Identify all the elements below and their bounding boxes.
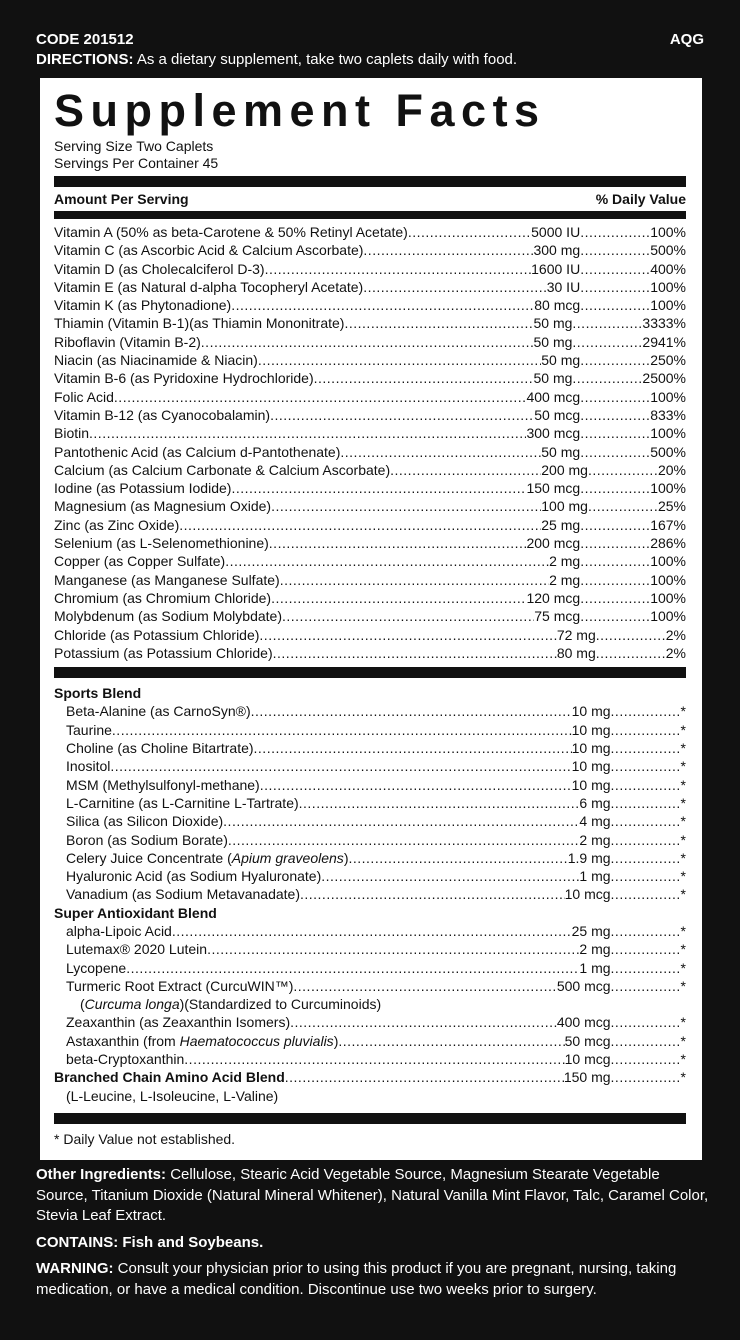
- divider-thick: [54, 667, 686, 678]
- sports-blend-list: [54, 702, 686, 903]
- warning-statement: WARNING: Consult your physician prior to using this product if you are pregnant, nursing, taking medication, or have a medical condition. Discontinue use two weeks prior to surgery.: [36, 1260, 677, 1298]
- nutrient-list: [54, 219, 686, 662]
- item-daily-value: 500%: [650, 242, 686, 259]
- contains-statement: CONTAINS: Fish and Soybeans.: [36, 1233, 264, 1251]
- item-name: Taurine: [66, 721, 112, 738]
- item-daily-value: *: [680, 849, 686, 866]
- item-name: Silica (as Silicon Dioxide): [66, 813, 224, 830]
- item-name: Beta-Alanine (as CarnoSyn®): [66, 703, 251, 720]
- item-daily-value: 100%: [650, 297, 686, 314]
- list-item: [54, 644, 686, 662]
- item-daily-value: 100%: [650, 480, 686, 497]
- divider-thick: [54, 1113, 686, 1124]
- item-daily-value: 100%: [650, 224, 686, 240]
- item-daily-value: 100%: [650, 571, 686, 588]
- list-item: [54, 849, 686, 867]
- item-amount: 300 mg: [533, 242, 581, 259]
- serving-size: Serving Size Two Caplets: [54, 138, 214, 154]
- item-amount: 10 mg: [571, 776, 611, 793]
- item-daily-value: *: [680, 868, 686, 885]
- item-daily-value: *: [680, 740, 686, 757]
- item-amount: 2 mg: [579, 831, 611, 848]
- item-amount: 1 mg: [579, 868, 611, 885]
- list-item: [54, 260, 686, 278]
- item-daily-value: 100%: [650, 425, 686, 442]
- list-item: [54, 571, 686, 589]
- item-daily-value: 25%: [657, 498, 686, 515]
- list-item: [54, 223, 686, 241]
- product-tag: AQG: [669, 31, 704, 48]
- sports-blend-title: Sports Blend: [54, 685, 142, 702]
- top-header: [36, 30, 704, 70]
- list-item: [54, 443, 686, 461]
- item-name: Iodine (as Potassium Iodide): [54, 480, 232, 497]
- item-name: Choline (as Choline Bitartrate): [66, 740, 254, 757]
- directions-text: As a dietary supplement, take two caplets daily with food.: [136, 51, 518, 68]
- item-amount: 80 mcg: [534, 297, 581, 314]
- item-amount: 50 mg: [533, 370, 573, 387]
- bcaa-subtext: (L-Leucine, L-Isoleucine, L-Valine): [66, 1087, 279, 1104]
- list-item: [54, 721, 686, 739]
- list-item: Turmeric Root Extract (CurcuWIN™) ..... 500 mcg ..... *: [54, 977, 686, 995]
- item-name: Potassium (as Potassium Chloride): [54, 644, 273, 661]
- item-daily-value: *: [680, 703, 686, 720]
- list-item: Lycopene ..... 1 mg ..... *: [54, 959, 686, 977]
- item-amount: 120 mcg: [526, 589, 581, 606]
- item-amount: 50 mcg: [534, 406, 581, 423]
- list-item: [54, 794, 686, 812]
- item-amount: 50 mg: [541, 352, 581, 369]
- item-name: Chromium (as Chromium Chloride): [54, 589, 272, 606]
- list-item: [54, 831, 686, 849]
- item-amount: 30 IU: [546, 278, 581, 295]
- list-item: [54, 479, 686, 497]
- item-name: Vitamin B-6 (as Pyridoxine Hydrochloride): [54, 370, 314, 387]
- item-daily-value: *: [680, 886, 686, 903]
- item-daily-value: *: [680, 758, 686, 775]
- list-item: [54, 607, 686, 625]
- servings-per-container: Servings Per Container 45: [54, 155, 219, 171]
- item-amount: 400 mcg: [526, 388, 581, 405]
- list-item: [54, 497, 686, 515]
- item-amount: 10 mg: [571, 721, 611, 738]
- list-item: [54, 626, 686, 644]
- item-name: Niacin (as Niacinamide & Niacin): [54, 352, 258, 369]
- item-amount: 2 mg: [549, 553, 581, 570]
- item-name: Thiamin (Vitamin B-1)(as Thiamin Mononitrate): [54, 315, 345, 332]
- item-name: Hyaluronic Acid (as Sodium Hyaluronate): [66, 868, 322, 885]
- item-name: Chloride (as Potassium Chloride): [54, 626, 260, 643]
- item-amount: 75 mcg: [534, 608, 581, 625]
- item-daily-value: 100%: [650, 608, 686, 625]
- item-daily-value: *: [680, 813, 686, 830]
- item-amount: 6 mg: [579, 794, 611, 811]
- item-daily-value: 2%: [665, 644, 686, 661]
- list-item: [54, 757, 686, 775]
- list-item: [54, 702, 686, 720]
- item-name: MSM (Methylsulfonyl-methane): [66, 776, 260, 793]
- item-name: Pantothenic Acid (as Calcium d-Pantothenate): [54, 443, 341, 460]
- item-amount: 10 mg: [571, 703, 611, 720]
- list-item: [54, 388, 686, 406]
- turmeric-subtext: (Curcuma longa)(Standardized to Curcuminoids): [80, 996, 382, 1013]
- list-item: [54, 776, 686, 794]
- item-amount: 1600 IU: [531, 260, 581, 277]
- item-name: Biotin: [54, 425, 90, 442]
- divider-thick: [54, 176, 686, 187]
- item-daily-value: 100%: [650, 589, 686, 606]
- item-name: Vanadium (as Sodium Metavanadate): [66, 886, 300, 903]
- item-amount: 200 mcg: [526, 535, 581, 552]
- item-name: Celery Juice Concentrate (Apium graveolens): [66, 849, 349, 866]
- item-daily-value: 100%: [650, 388, 686, 405]
- item-amount: 80 mg: [556, 644, 596, 661]
- antioxidant-blend-title: Super Antioxidant Blend: [54, 904, 217, 921]
- item-amount: 100 mg: [541, 498, 588, 515]
- item-amount: 200 mg: [541, 461, 588, 478]
- item-amount: 50 mg: [533, 333, 573, 350]
- divider-medium: [54, 211, 686, 219]
- item-daily-value: 2%: [665, 626, 686, 643]
- list-item: [54, 739, 686, 757]
- list-item: [54, 461, 686, 479]
- amount-header: Amount Per Serving: [54, 191, 189, 207]
- label-footer: [36, 1165, 710, 1306]
- item-daily-value: 2500%: [642, 370, 686, 387]
- list-item: Astaxanthin (from Haematococcus pluvialis) ..... 50 mcg ..... *: [54, 1032, 686, 1050]
- list-item: Lutemax® 2020 Lutein ..... 2 mg ..... *: [54, 940, 686, 958]
- item-amount: 10 mg: [571, 740, 611, 757]
- item-name: Vitamin B-12 (as Cyanocobalamin): [54, 406, 271, 423]
- code-row: [36, 30, 704, 50]
- item-name: Riboflavin (Vitamin B-2): [54, 333, 201, 350]
- item-daily-value: 3333%: [642, 315, 686, 332]
- item-name: L-Carnitine (as L-Carnitine L-Tartrate): [66, 794, 299, 811]
- product-code: CODE 201512: [36, 31, 134, 48]
- item-name: Calcium (as Calcium Carbonate & Calcium Ascorbate): [54, 461, 391, 478]
- item-name: Vitamin C (as Ascorbic Acid & Calcium Ascorbate): [54, 242, 364, 259]
- item-daily-value: 2941%: [642, 333, 686, 350]
- directions: [36, 50, 704, 70]
- list-item: beta-Cryptoxanthin ..... 10 mcg ..... *: [54, 1050, 686, 1068]
- item-daily-value: 833%: [650, 406, 686, 423]
- item-amount: 50 mg: [541, 443, 581, 460]
- list-item: [54, 867, 686, 885]
- item-amount: 10 mcg: [564, 886, 611, 903]
- item-amount: 2 mg: [549, 571, 581, 588]
- item-name: Zinc (as Zinc Oxide): [54, 516, 180, 533]
- bcaa-blend-row: Branched Chain Amino Acid Blend ..... 150 mg ..... *: [54, 1068, 686, 1086]
- item-name: Molybdenum (as Sodium Molybdate): [54, 608, 282, 625]
- list-item: [54, 424, 686, 442]
- list-item: [54, 278, 686, 296]
- list-item: [54, 333, 686, 351]
- item-amount: 1.9 mg: [567, 849, 611, 866]
- antioxidant-blend-list: [54, 922, 686, 1068]
- list-item: [54, 552, 686, 570]
- item-amount: 300 mcg: [526, 425, 581, 442]
- item-name: Vitamin A (50% as beta-Carotene & 50% Retinyl Acetate): [54, 224, 408, 240]
- list-item: [54, 534, 686, 552]
- item-amount: 4 mg: [579, 813, 611, 830]
- list-item: alpha-Lipoic Acid ..... 25 mg ..... *: [54, 922, 686, 940]
- dv-header: % Daily Value: [595, 191, 686, 207]
- list-item: Zeaxanthin (as Zeaxanthin Isomers) ..... 400 mcg ..... *: [54, 1013, 686, 1031]
- item-daily-value: 100%: [650, 278, 686, 295]
- item-name: Vitamin D (as Cholecalciferol D-3): [54, 260, 265, 277]
- item-amount: 72 mg: [556, 626, 596, 643]
- item-daily-value: 286%: [650, 535, 686, 552]
- list-item: [54, 516, 686, 534]
- item-name: Vitamin K (as Phytonadione): [54, 297, 232, 314]
- blend-section: [54, 678, 686, 1105]
- list-item: [54, 369, 686, 387]
- item-daily-value: 20%: [657, 461, 686, 478]
- directions-label: DIRECTIONS:: [36, 51, 134, 68]
- item-amount: 5000 IU: [531, 224, 581, 240]
- list-item: [54, 812, 686, 830]
- panel-title: Supplement Facts: [54, 85, 546, 136]
- other-ingredients: Other Ingredients: Cellulose, Stearic Acid Vegetable Source, Magnesium Stearate Vegetable Source, Titanium Dioxide (Natural Mineral Whitener), Natural Vanilla Mint Flavor, Talc, Caramel Color, Stevia Leaf Extract.: [36, 1166, 709, 1224]
- item-daily-value: 167%: [650, 516, 686, 533]
- item-name: Vitamin E (as Natural d-alpha Tocopheryl Acetate): [54, 278, 364, 295]
- item-amount: 10 mg: [571, 758, 611, 775]
- item-name: Magnesium (as Magnesium Oxide): [54, 498, 272, 515]
- footnote: * Daily Value not established.: [54, 1130, 236, 1147]
- item-daily-value: *: [680, 794, 686, 811]
- item-amount: 150 mcg: [526, 480, 581, 497]
- item-daily-value: *: [680, 721, 686, 738]
- list-item: [54, 241, 686, 259]
- item-daily-value: *: [680, 831, 686, 848]
- item-name: Copper (as Copper Sulfate): [54, 553, 226, 570]
- column-header: [54, 187, 686, 211]
- item-daily-value: 250%: [650, 352, 686, 369]
- item-daily-value: 500%: [650, 443, 686, 460]
- item-amount: 25 mg: [541, 516, 581, 533]
- list-item: [54, 296, 686, 314]
- item-name: Boron (as Sodium Borate): [66, 831, 228, 848]
- list-item: [54, 351, 686, 369]
- item-name: Selenium (as L-Selenomethionine): [54, 535, 269, 552]
- item-daily-value: 400%: [650, 260, 686, 277]
- item-daily-value: 100%: [650, 553, 686, 570]
- item-name: Folic Acid: [54, 388, 114, 405]
- item-amount: 50 mg: [533, 315, 573, 332]
- list-item: [54, 589, 686, 607]
- item-name: Inositol: [66, 758, 111, 775]
- item-name: Manganese (as Manganese Sulfate): [54, 571, 280, 588]
- supplement-facts-panel: [40, 78, 702, 1160]
- list-item: [54, 885, 686, 903]
- item-daily-value: *: [680, 776, 686, 793]
- list-item: [54, 406, 686, 424]
- list-item: [54, 314, 686, 332]
